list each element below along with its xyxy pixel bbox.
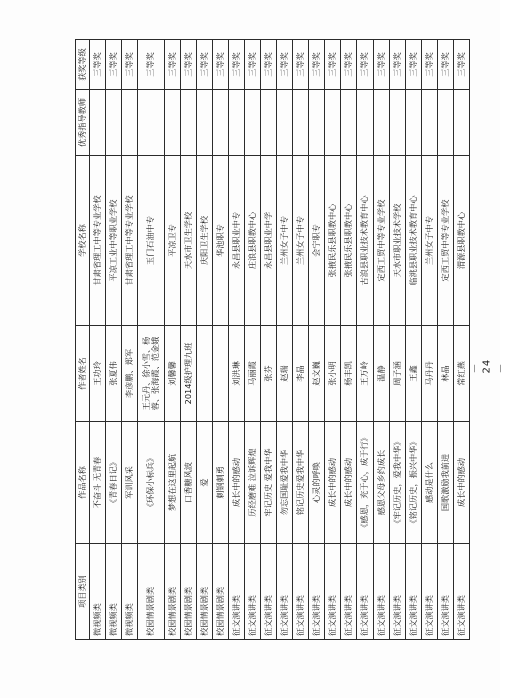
cell-school: 甘肃省理工中等专业学校 <box>121 156 137 326</box>
cell-advisor <box>196 90 212 156</box>
table-row <box>105 40 121 640</box>
header-author: 作者姓名 <box>76 326 90 422</box>
cell-work-title: 《环保小标兵》 <box>137 422 164 544</box>
cell-category: 微视频类 <box>89 544 105 640</box>
table-row <box>196 40 212 640</box>
cell-author: 王功玲 <box>89 326 105 422</box>
cell-author: 李晶 <box>293 326 309 422</box>
cell-school: 庄浪县职教中心 <box>245 156 261 326</box>
cell-school: 定西工贸中等专业学校 <box>437 156 453 326</box>
cell-work-title: 国歌激励我前进 <box>437 422 453 544</box>
header-award-level: 获奖等级 <box>76 40 90 90</box>
cell-school: 渭源县职教中心 <box>453 156 469 326</box>
cell-school: 平凉卫专 <box>164 156 180 326</box>
cell-award-level: 三等奖 <box>405 40 421 90</box>
cell-author: 常红燕 <box>453 326 469 422</box>
cell-category: 征文演讲类 <box>293 544 309 640</box>
cell-author: 刘洪琳 <box>229 326 245 422</box>
cell-school: 天水市卫生学校 <box>180 156 196 326</box>
cell-author: 马丹丹 <box>421 326 437 422</box>
cell-school: 定西工贸中等专业学校 <box>373 156 389 326</box>
cell-category: 校园情景剧类 <box>164 544 180 640</box>
cell-advisor <box>213 90 229 156</box>
cell-author: 周子涵 <box>389 326 405 422</box>
cell-work-title: 牢记历史 爱我中华 <box>261 422 277 544</box>
cell-school: 张掖民乐县职教中心 <box>341 156 357 326</box>
awards-table <box>75 39 470 640</box>
cell-author: 张小明 <box>325 326 341 422</box>
cell-category: 征文演讲类 <box>357 544 373 640</box>
cell-award-level: 三等奖 <box>325 40 341 90</box>
header-school: 学校名称 <box>76 156 90 326</box>
cell-advisor <box>389 90 405 156</box>
cell-category: 征文演讲类 <box>373 544 389 640</box>
cell-advisor <box>180 90 196 156</box>
cell-advisor <box>309 90 325 156</box>
cell-award-level: 三等奖 <box>245 40 261 90</box>
cell-school: 平凉工业中等职业学校 <box>105 156 121 326</box>
cell-school: 兰州女子中专 <box>277 156 293 326</box>
cell-award-level: 三等奖 <box>164 40 180 90</box>
table-row <box>453 40 469 640</box>
cell-category: 征文演讲类 <box>245 544 261 640</box>
table-row <box>293 40 309 640</box>
cell-school: 永昌县职业中专 <box>229 156 245 326</box>
table-row <box>357 40 373 640</box>
cell-advisor <box>357 90 373 156</box>
cell-category: 校园情景剧类 <box>213 544 229 640</box>
cell-author: 杨丰凯 <box>341 326 357 422</box>
cell-award-level: 三等奖 <box>213 40 229 90</box>
cell-category: 校园情景剧类 <box>180 544 196 640</box>
cell-advisor <box>89 90 105 156</box>
page-number: － 24 － <box>470 358 508 374</box>
cell-advisor <box>277 90 293 156</box>
header-advisor: 优秀指导教师 <box>76 90 90 156</box>
cell-award-level: 三等奖 <box>180 40 196 90</box>
cell-work-title: 感恩父母乡约成长 <box>373 422 389 544</box>
table-row <box>341 40 357 640</box>
cell-advisor <box>453 90 469 156</box>
table-row <box>229 40 245 640</box>
cell-school: 兰州女子中专 <box>293 156 309 326</box>
table-row <box>137 40 164 640</box>
cell-category: 征文演讲类 <box>309 544 325 640</box>
cell-work-title: 成长中的感动 <box>325 422 341 544</box>
cell-advisor <box>341 90 357 156</box>
cell-school: 甘肃省理工中等专业学校 <box>89 156 105 326</box>
cell-author: 王元丹、徐小雪、杨蓉、张海霞、范金娥 <box>137 326 164 422</box>
cell-school: 古浪县职业技术教育中心 <box>357 156 373 326</box>
cell-advisor <box>105 90 121 156</box>
cell-author: 赵瑞 <box>277 326 293 422</box>
cell-category: 校园情景剧类 <box>137 544 164 640</box>
cell-school: 张掖民乐县职教中心 <box>325 156 341 326</box>
cell-award-level: 三等奖 <box>341 40 357 90</box>
cell-category: 征文演讲类 <box>405 544 421 640</box>
cell-advisor <box>137 90 164 156</box>
cell-advisor <box>121 90 137 156</box>
cell-author: 王万岭 <box>357 326 373 422</box>
table-row <box>121 40 137 640</box>
cell-award-level: 三等奖 <box>105 40 121 90</box>
cell-award-level: 三等奖 <box>309 40 325 90</box>
cell-work-title: 感动是什么 <box>421 422 437 544</box>
cell-award-level: 三等奖 <box>196 40 212 90</box>
cell-award-level: 三等奖 <box>389 40 405 90</box>
table-row <box>245 40 261 640</box>
table-row <box>389 40 405 640</box>
table-row <box>421 40 437 640</box>
cell-work-title: 军训风采 <box>121 422 137 544</box>
cell-author: 马丽霞 <box>245 326 261 422</box>
cell-advisor <box>229 90 245 156</box>
cell-advisor <box>325 90 341 156</box>
cell-award-level: 三等奖 <box>261 40 277 90</box>
cell-work-title: 《感恩，充于心，成于行》 <box>357 422 373 544</box>
cell-advisor <box>245 90 261 156</box>
table-row <box>325 40 341 640</box>
table-row <box>277 40 293 640</box>
header-category: 项目类别 <box>76 544 90 640</box>
cell-category: 征文演讲类 <box>341 544 357 640</box>
cell-advisor <box>164 90 180 156</box>
cell-category: 征文演讲类 <box>261 544 277 640</box>
cell-category: 征文演讲类 <box>421 544 437 640</box>
table-row <box>164 40 180 640</box>
cell-advisor <box>261 90 277 156</box>
cell-author: 温静 <box>373 326 389 422</box>
cell-work-title: 成长中的感动 <box>453 422 469 544</box>
cell-school: 兰州女子中专 <box>421 156 437 326</box>
cell-advisor <box>405 90 421 156</box>
cell-school: 临洮县职业技术教育中心 <box>405 156 421 326</box>
cell-work-title: 口香糖风波 <box>180 422 196 544</box>
cell-work-title: 梦想在这里起航 <box>164 422 180 544</box>
cell-author: 2014级护理九班 <box>180 326 196 422</box>
cell-category: 征文演讲类 <box>277 544 293 640</box>
cell-award-level: 三等奖 <box>373 40 389 90</box>
cell-author: 王鑫 <box>405 326 421 422</box>
cell-work-title: 《牢记历史，爱我中华》 <box>389 422 405 544</box>
cell-school: 庆阳卫生学校 <box>196 156 212 326</box>
cell-author: 张芬 <box>261 326 277 422</box>
table-header-row <box>76 40 90 640</box>
rotated-table-container <box>75 40 470 640</box>
cell-author: 刘馨馨 <box>164 326 180 422</box>
cell-award-level: 三等奖 <box>437 40 453 90</box>
cell-work-title: 《青春日记》 <box>105 422 121 544</box>
cell-award-level: 三等奖 <box>357 40 373 90</box>
cell-school: 华池职专 <box>213 156 229 326</box>
cell-category: 征文演讲类 <box>229 544 245 640</box>
table-row <box>213 40 229 640</box>
cell-work-title: 铭记历史爱我中华 <box>293 422 309 544</box>
cell-author: 李彦鹏、郑军 <box>121 326 137 422</box>
cell-work-title: 不奋斗 无青春 <box>89 422 105 544</box>
cell-author <box>213 326 229 422</box>
cell-work-title: 历经磨难 泣诉辉煌 <box>245 422 261 544</box>
cell-advisor <box>421 90 437 156</box>
header-work-title: 作品名称 <box>76 422 90 544</box>
cell-award-level: 三等奖 <box>137 40 164 90</box>
table-row <box>437 40 453 640</box>
cell-award-level: 三等奖 <box>121 40 137 90</box>
cell-award-level: 三等奖 <box>453 40 469 90</box>
cell-author: 赵文巍 <box>309 326 325 422</box>
cell-category: 征文演讲类 <box>325 544 341 640</box>
cell-work-title: 勿忘国耻爱我中华 <box>277 422 293 544</box>
cell-work-title: 成长中的感动 <box>229 422 245 544</box>
cell-author <box>196 326 212 422</box>
cell-work-title: 刺钢刺勇 <box>213 422 229 544</box>
cell-school: 会宁职专 <box>309 156 325 326</box>
cell-category: 微视频类 <box>105 544 121 640</box>
cell-advisor <box>293 90 309 156</box>
cell-school: 永昌县职业中学 <box>261 156 277 326</box>
table-row <box>373 40 389 640</box>
cell-advisor <box>437 90 453 156</box>
cell-category: 微视频类 <box>121 544 137 640</box>
cell-work-title: 成长中的感动 <box>341 422 357 544</box>
cell-work-title: 《铭记历史，振兴中华》 <box>405 422 421 544</box>
table-row <box>180 40 196 640</box>
cell-award-level: 三等奖 <box>293 40 309 90</box>
cell-category: 征文演讲类 <box>389 544 405 640</box>
cell-award-level: 三等奖 <box>421 40 437 90</box>
cell-school: 天水市职业技术学校 <box>389 156 405 326</box>
cell-author: 林晶 <box>437 326 453 422</box>
table-row <box>309 40 325 640</box>
cell-school: 玉门石油中专 <box>137 156 164 326</box>
cell-category: 征文演讲类 <box>437 544 453 640</box>
table-row <box>261 40 277 640</box>
cell-author: 张夏伟 <box>105 326 121 422</box>
cell-category: 征文演讲类 <box>453 544 469 640</box>
table-row <box>405 40 421 640</box>
cell-work-title: 心灵的呼唤 <box>309 422 325 544</box>
table-row <box>89 40 105 640</box>
cell-category: 校园情景剧类 <box>196 544 212 640</box>
cell-award-level: 三等奖 <box>89 40 105 90</box>
cell-advisor <box>373 90 389 156</box>
cell-work-title: 爱 <box>196 422 212 544</box>
cell-award-level: 三等奖 <box>229 40 245 90</box>
cell-award-level: 三等奖 <box>277 40 293 90</box>
